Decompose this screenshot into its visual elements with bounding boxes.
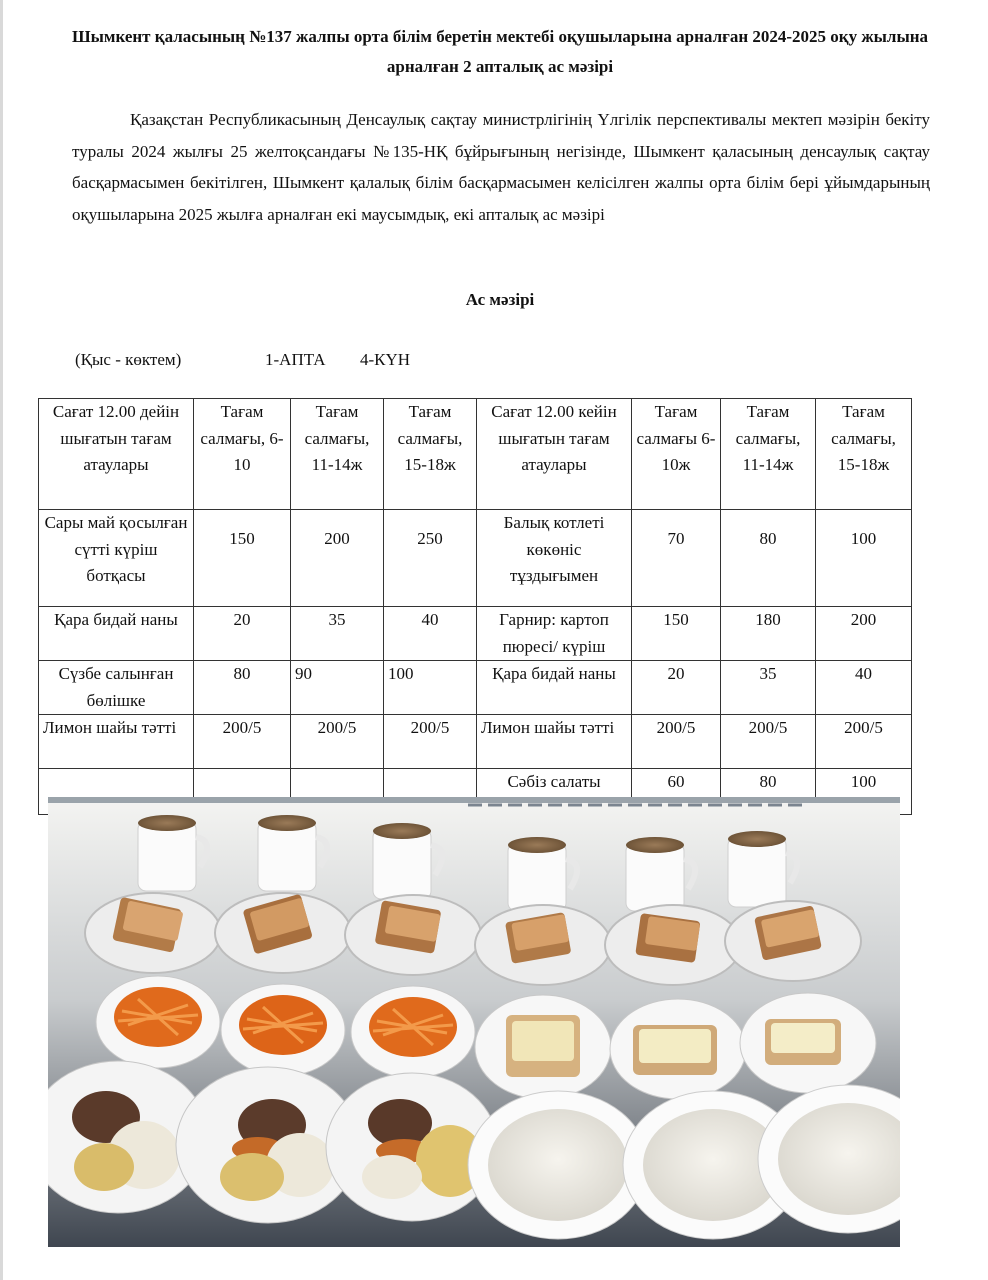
dish-name-cell: Гарнир: картоп пюресі/ күріш [477,607,632,661]
weight-cell: 100 [384,661,477,715]
dish-name-cell: Қара бидай наны [477,661,632,715]
menu-table [38,398,912,815]
season-label: (Қыс - көктем) [75,350,182,369]
header-cell: Тағам салмағы, 15-18ж [384,399,477,510]
weight-cell: 40 [384,607,477,661]
weight-cell: 150 [194,510,291,607]
weight-cell: 200/5 [291,715,384,769]
weight-cell: 200 [291,510,384,607]
carrot-salad-plates [96,976,475,1078]
pastry-plates [475,993,876,1099]
weight-cell: 20 [194,607,291,661]
header-cell: Тағам салмағы, 6-10 [194,399,291,510]
day-label: 4-КҮН [360,350,411,369]
weight-cell: 90 [291,661,384,715]
bread-basket-icon [215,893,351,973]
carrot-salad-icon [221,984,345,1076]
bread-basket-icon [475,905,611,985]
document-title: Шымкент қаласының №137 жалпы орта білім беретін мектебі оқушыларына арналған 2024-2025 оқу жылына арналған 2 апталық ас мәзірі [71,27,929,76]
weight-cell: 200/5 [194,715,291,769]
porridge-bowl-icon [468,1091,648,1239]
pastry-plate-icon [740,993,876,1093]
food-display-illustration [48,797,900,1247]
header-cell: Тағам салмағы 6-10ж [632,399,721,510]
weight-cell: 100 [816,510,912,607]
weight-cell: 70 [632,510,721,607]
weight-cell: 80 [721,769,816,815]
dish-name-cell: Лимон шайы тәтті [477,715,632,769]
week-label: 1-АПТА [265,350,326,369]
header-cell: Тағам салмағы, 11-14ж [291,399,384,510]
cutlet-plates [48,1061,498,1223]
weight-cell: 200/5 [721,715,816,769]
table-header-row [39,399,912,510]
bread-basket-icon [605,905,741,985]
bread-basket-icon [85,893,221,973]
header-cell: Тағам салмағы, 15-18ж [816,399,912,510]
weight-cell: 200/5 [384,715,477,769]
weight-cell: 200/5 [632,715,721,769]
food-display-photo [48,797,900,1247]
pastry-plate-icon [610,999,746,1099]
weight-cell: 200/5 [816,715,912,769]
header-cell: Тағам салмағы, 11-14ж [721,399,816,510]
dish-name-cell: Сары май қосылған сүтті күріш ботқасы [39,510,194,607]
weight-cell: 20 [632,661,721,715]
dish-name-cell: Балық котлеті көкөніс тұздығымен [477,510,632,607]
carrot-salad-icon [351,986,475,1078]
porridge-bowls [468,1085,900,1239]
table-row [39,661,912,715]
weight-cell: 150 [632,607,721,661]
weight-cell: 180 [721,607,816,661]
header-cell: Сағат 12.00 дейін шығатын тағам атаулары [39,399,194,510]
weight-cell: 60 [632,769,721,815]
menu-heading: Ас мәзірі [465,290,535,309]
weight-cell: 35 [291,607,384,661]
dish-name-cell: Сәбіз салаты [477,769,632,815]
glass-reflection [48,797,900,803]
dish-name-cell: Сүзбе салынған бөлішке [39,661,194,715]
dish-name-cell: Қара бидай наны [39,607,194,661]
intro-paragraph: Қазақстан Республикасының Денсаулық сақтау министрлігінің Үлгілік перспективалы мектеп мәзірін бекіту туралы 2024 жылғы 25 желтоқсандағы №135-НҚ бұйрығының негізінде, Шымкент қаласының денсаулық сақтау басқармасымен бекітілген, Шымкент қалалық білім басқармасымен келісілген жалпы орта білім берi ұйымдарының оқушыларына 2025 жылға арналған екі маусымдық, екі апталық ас мәзірі [72,110,930,224]
pastry-plate-icon [475,995,611,1099]
weight-cell: 100 [816,769,912,815]
weight-cell: 80 [194,661,291,715]
weight-cell: 35 [721,661,816,715]
bread-basket-icon [345,895,481,975]
table-row [39,715,912,769]
header-cell: Сағат 12.00 кейін шығатын тағам атаулары [477,399,632,510]
weight-cell: 250 [384,510,477,607]
weight-cell: 80 [721,510,816,607]
page-left-edge [0,0,3,1280]
table-row [39,607,912,661]
weight-cell: 200 [816,607,912,661]
dish-name-cell: Лимон шайы тәтті [39,715,194,769]
table-row [39,510,912,607]
carrot-salad-icon [96,976,220,1068]
weight-cell: 40 [816,661,912,715]
bread-basket-icon [725,901,861,981]
